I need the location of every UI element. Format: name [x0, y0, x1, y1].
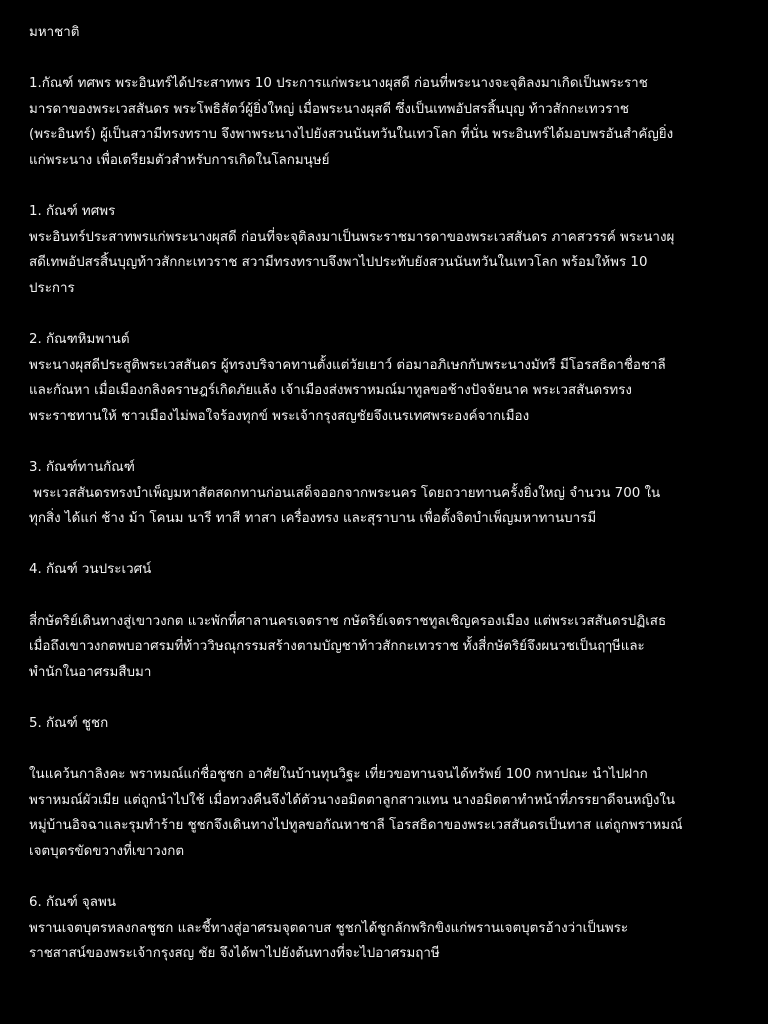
text-line: สดีเทพอัปสรสิ้นบุญท้าวสักกะเทวราช สวามีทรงทราบจึงพาไปประทับยังสวนนันทวันในเทวโลก พร้อมให้พร 10 [29, 255, 648, 271]
document-title: มหาชาติ [29, 25, 80, 40]
text-line: พระเวสสันดรทรงบำเพ็ญมหาสัตสดกทานก่อนเสด็จออกจากพระนคร โดยถวายทานครั้งยิ่งใหญ่ จำนวน 700 ใน [29, 485, 661, 501]
blank-line [29, 583, 741, 609]
blank-line [29, 302, 741, 328]
section-4 [29, 557, 741, 685]
text-line: ประการ [29, 280, 75, 296]
text-line: พราหมณ์ผัวเมีย แต่ถูกนำไปใช้ เมื่อทวงคืนจึงได้ตัวนางอมิตตาลูกสาวแทน นางอมิตตาทำหน้าที่ภรรยาดีจนหญิงใน [29, 792, 676, 808]
blank-line [29, 532, 741, 558]
section-heading: 3. กัณฑ์ทานกัณฑ์ [29, 460, 135, 476]
section-heading: 5. กัณฑ์ ชูชก [29, 716, 109, 732]
section-heading: 4. กัณฑ์ วนประเวศน์ [29, 562, 152, 578]
text-line: และกัณหา เมื่อเมืองกลิงคราษฎร์เกิดภัยแล้ง เจ้าเมืองส่งพราหมณ์มาทูลขอช้างปัจจัยนาค พระเวสสันดรทรง [29, 383, 632, 399]
text-line: เมื่อถึงเขาวงกตพบอาศรมที่ท้าววิษณุกรรมสร้างตามบัญชาท้าวสักกะเทวราช ทั้งสี่กษัตริย์จึงผนวชเป็นฤๅษีและ [29, 639, 645, 655]
blank-line [29, 46, 741, 72]
section-6 [29, 890, 741, 967]
text-line: พระนางผุสดีประสูติพระเวสสันดร ผู้ทรงบริจาคทานตั้งแต่วัยเยาว์ ต่อมาอภิเษกกับพระนางมัทรี มีโอรสธิดาชื่อชาลี [29, 357, 666, 373]
text-line: มารดาของพระเวสสันดร พระโพธิสัตว์ผู้ยิ่งใหญ่ เมื่อพระนางผุสดี ซึ่งเป็นเทพอัปสรสิ้นบุญ ท้าวสักกะเทวราช [29, 101, 629, 117]
document-body [29, 20, 741, 967]
section-heading: 6. กัณฑ์ จุลพน [29, 895, 116, 911]
section-heading: 2. กัณฑหิมพานต์ [29, 332, 130, 348]
section-1 [29, 199, 741, 301]
text-line: (พระอินทร์) ผู้เป็นสวามีทรงทราบ จึงพาพระนางไปยังสวนนันทวันในเทวโลก ที่นั่น พระอินทร์ได้มอบพรอันสำคัญยิ่ง [29, 127, 674, 143]
text-line: พระอินทร์ประสาทพรแก่พระนางผุสดี ก่อนที่จะจุติลงมาเป็นพระราชมารดาของพระเวสสันดร ภาคสวรรค์ พระนางผุ [29, 229, 675, 245]
section-5 [29, 711, 741, 865]
blank-line [29, 737, 741, 763]
text-line: สี่กษัตริย์เดินทางสู่เขาวงกต แวะพักที่ศาลานครเจตราช กษัตริย์เจตราชทูลเชิญครองเมือง แต่พระเวสสันดรปฏิเสธ [29, 613, 667, 629]
intro-paragraph [29, 71, 741, 173]
blank-line [29, 174, 741, 200]
text-line: พระราชทานให้ ชาวเมืองไม่พอใจร้องทุกข์ พระเจ้ากรุงสญชัยจึงเนรเทศพระองค์จากเมือง [29, 408, 530, 424]
text-line: พำนักในอาศรมสืบมา [29, 664, 152, 680]
text-line: หมู่บ้านอิจฉาและรุมทำร้าย ชูชกจึงเดินทางไปทูลขอกัณหาชาลี โอรสธิดาของพระเวสสันดรเป็นทาส แต่ถูกพราหมณ์ [29, 818, 683, 834]
text-line: ในแคว้นกาลิงคะ พราหมณ์แก่ชื่อชูชก อาศัยในบ้านทุนวิฐะ เที่ยวขอทานจนได้ทรัพย์ 100 กหาปณะ นำไปฝาก [29, 767, 648, 783]
text-line: ราชสาสน์ของพระเจ้ากรุงสญ ชัย จึงได้พาไปยังต้นทางที่จะไปอาศรมฤาษี [29, 946, 440, 962]
section-3 [29, 455, 741, 532]
text-line: 1.กัณฑ์ ทศพร พระอินทร์ได้ประสาทพร 10 ประการแก่พระนางผุสดี ก่อนที่พระนางจะจุติลงมาเกิดเป็นพระราช [29, 76, 648, 92]
blank-line [29, 430, 741, 456]
text-line: เจตบุตรขัดขวางที่เขาวงกต [29, 844, 185, 859]
text-line: แก่พระนาง เพื่อเตรียมตัวสำหรับการเกิดในโลกมนุษย์ [29, 152, 330, 168]
section-heading: 1. กัณฑ์ ทศพร [29, 204, 116, 220]
text-line: พรานเจตบุตรหลงกลชูชก และชี้ทางสู่อาศรมจุตดาบส ชูชกได้ชูกลักพริกขิงแก่พรานเจตบุตรอ้างว่าเป็นพระ [29, 920, 629, 936]
blank-line [29, 685, 741, 711]
text-line: ทุกสิ่ง ได้แก่ ช้าง ม้า โคนม นารี ทาสี ทาสา เครื่องทรง และสุราบาน เพื่อตั้งจิตบำเพ็ญมหาทานบารมี [29, 511, 597, 527]
blank-line [29, 865, 741, 891]
section-2 [29, 327, 741, 429]
